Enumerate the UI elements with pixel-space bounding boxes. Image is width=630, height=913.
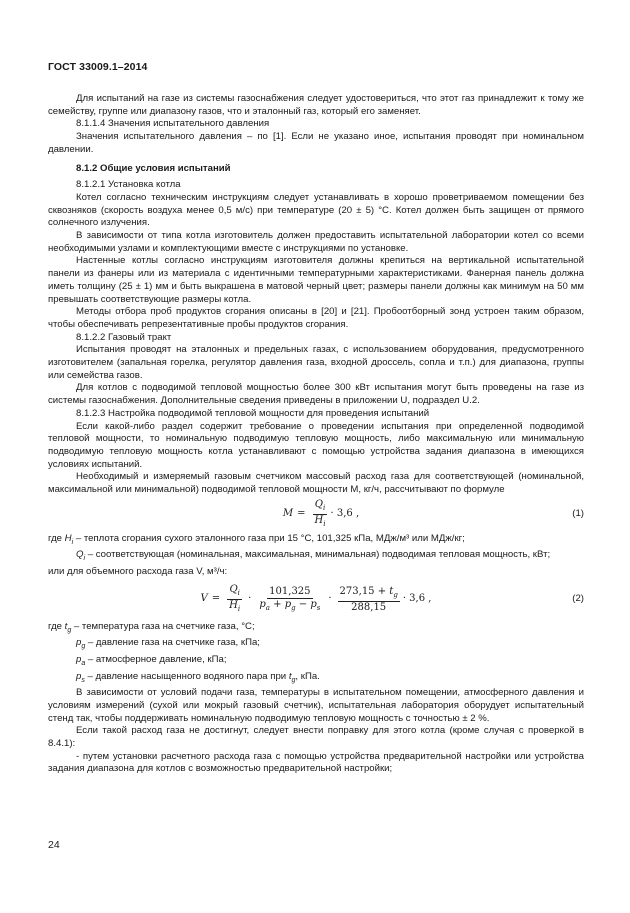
paragraph-gas-supply: Для испытаний на газе из системы газоснабжения следует удостовериться, что этот газ принадлежит к тому же семейству, группе или диапазону газов, что и эталонный газ, который его заменяет. [48,93,584,117]
where-ps: $p_s$ – давление насыщенного водяного пара при $t_g$, кПа. [76,670,320,684]
document-body [48,93,584,776]
subsection-8122: 8.1.2.2 Газовый тракт [76,331,172,343]
where-qi: $Q_i$ – соответствующая (номинальная, максимальная, минимальная) подводимая тепловая мощность, кВт; [76,549,551,563]
standard-header: ГОСТ 33009.1–2014 [48,61,148,73]
subsection-8121: 8.1.2.1 Установка котла [76,179,181,191]
paragraph-test-gases: Испытания проводят на эталонных и предельных газах, с использованием оборудования, предусмотренного изготовителем (запальная горелка, регулятор давления газа, входной дроссель, сопла и т.п.) для диапазона, группы или семейства газов. [48,344,584,381]
paragraph-heat-input: Если какой-либо раздел содержит требование о проведении испытания при определенной подводимой тепловой мощности, то номинальную подводимую тепловую мощность, либо максимальную или минимальную подводимую тепловую мощность котла устанавливают с помощью устройства задания диапазона в имеющихся условиях испытаний. [48,420,584,470]
paragraph-sampling: Методы отбора проб продуктов сгорания описаны в [20] и [21]. Пробоотборный зонд устроен таким образом, чтобы обеспечивать репрезентативные пробы продуктов сгорания. [48,306,584,330]
paragraph-test-rig: В зависимости от условий подачи газа, температуры в испытательном помещении, атмосферного давления и условиям измерений (сухой или мокрый газовый счетчик), испытательная лаборатория оборудует испытательный стенд так, чтобы поддерживать номинальную подводимую тепловую мощность с точностью ± 2 %. [48,687,584,724]
formula-number-1: (1) [572,508,584,520]
paragraph-test-pressure: Значения испытательного давления – по [1]. Если не указано иное, испытания проводят при номинальном давлении. [48,131,584,155]
formula-number-2: (2) [572,593,584,605]
formula-1: M = $\frac{Q_i}{H_i}$ · 3,6 , (1) [282,499,584,529]
paragraph-300kw: Для котлов с подводимой тепловой мощностью более 300 кВт испытания могут быть проведены на газе из системы газоснабжения. Дополнительные сведения приведены в приложении U, подраздел U.2. [48,382,584,407]
formula-2: V = $\frac{Q_i}{H_i}$ · 101,325 $p_a + p_g - p_s$ · $\frac{273,15 + t_g}{288,15}$ · 3,6 , (2) [200,584,584,614]
subsection-8123: 8.1.2.3 Настройка подводимой тепловой мощности для проведения испытаний [76,407,430,419]
where-tg: где $t_g$ – температура газа на счетчике газа, °С; [48,620,255,634]
subsection-8114: 8.1.1.4 Значения испытательного давления [76,118,270,130]
paragraph-installation: Котел согласно техническим инструкциям следует устанавливать в хорошо проветриваемом помещении без сквозняков (скорость воздуха менее 0,5 м/с) при температуре (20 ± 5) °С. Котел должен быть защищен от прямого солнечного излучения. [48,191,584,229]
page-number: 24 [48,839,60,851]
where-pa: $p_a$ – атмосферное давление, кПа; [76,653,227,667]
paragraph-mass-flow: Необходимый и измеряемый газовым счетчиком массовый расход газа для соответствующей (номинальной, максимальной или минимальной) подводимой тепловой мощности M, кг/ч, рассчитывают по формуле [48,471,584,496]
paragraph-correction: Если такой расход газа не достигнут, следует внести поправку для этого котла (кроме случая с проверкой в 8.4.1): [48,725,584,749]
where-hi: где $H_i$ – теплота сгорания сухого эталонного газа при 15 °С, 101,325 кПа, МДж/м³ или МДж/кг; [48,532,465,546]
heading-812: 8.1.2 Общие условия испытаний [76,162,231,174]
volume-flow-intro: или для объемного расхода газа V, м³/ч: [48,566,228,578]
where-pg: $p_g$ – давление газа на счетчике газа, кПа; [76,637,260,651]
paragraph-wall-boilers: Настенные котлы согласно инструкциям изготовителя должны крепиться на вертикальной испытательной панели из фанеры или из материала с идентичными температурными характеристиками. Фанерная панель должна иметь толщину (25 ± 1) мм и быть выкрашена в матовой черный цвет; размеры панели должны как минимум на 50 мм превышать соответствующие размеры котла. [48,255,584,305]
paragraph-preset: - путем установки расчетного расхода газа с помощью устройства предварительной настройки или устройства задания диапазона для котлов с возможностью предварительной настройки; [48,750,584,775]
paragraph-manufacturer: В зависимости от типа котла изготовитель должен предоставить испытательной лаборатории котел со всеми необходимыми узлами и комплектующими вместе с инструкциями по установке. [48,230,584,254]
